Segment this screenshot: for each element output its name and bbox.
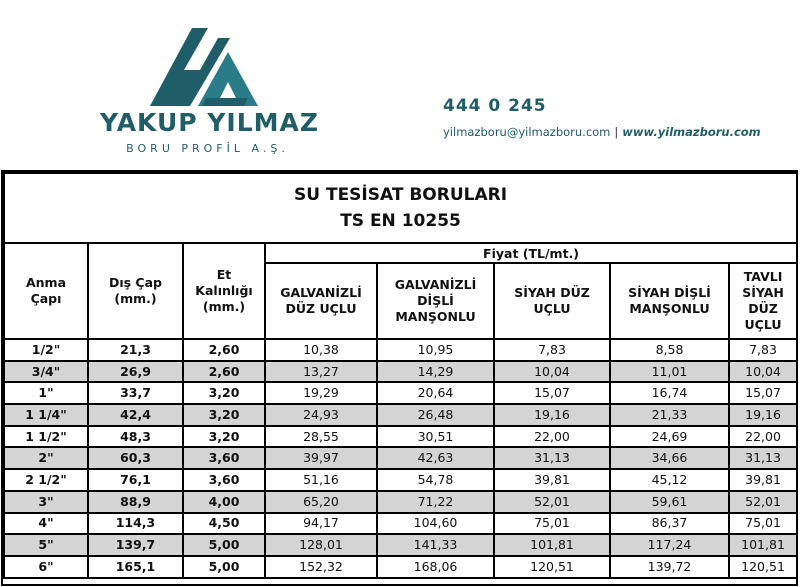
- cell-dis-cap: 48,3: [88, 426, 183, 448]
- cell-et-kalinligi: 4,00: [183, 491, 265, 513]
- table-title-line2: TS EN 10255: [340, 211, 461, 231]
- cell-galvanizli-disli: 54,78: [377, 469, 494, 491]
- cell-siyah-disli: 117,24: [610, 534, 729, 556]
- cell-dis-cap: 21,3: [88, 339, 183, 361]
- cell-et-kalinligi: 3,20: [183, 382, 265, 404]
- cell-siyah-duz: 19,16: [494, 404, 610, 426]
- cell-siyah-disli: 45,12: [610, 469, 729, 491]
- cell-anma-capi: 3": [4, 491, 88, 513]
- cell-galvanizli-duz: 51,16: [265, 469, 377, 491]
- cell-anma-capi: 3/4": [4, 361, 88, 383]
- phone-number: 444 0 245: [443, 96, 547, 116]
- cell-dis-cap: 60,3: [88, 447, 183, 469]
- cell-galvanizli-disli: 30,51: [377, 426, 494, 448]
- cell-siyah-duz: 52,01: [494, 491, 610, 513]
- cell-galvanizli-duz: 94,17: [265, 513, 377, 535]
- cell-galvanizli-duz: 28,55: [265, 426, 377, 448]
- header-siyah-disli: SİYAH DİŞLİ MANŞONLU: [610, 263, 729, 339]
- cell-siyah-duz: 31,13: [494, 447, 610, 469]
- cell-galvanizli-disli: 10,95: [377, 339, 494, 361]
- cell-galvanizli-duz: 24,93: [265, 404, 377, 426]
- cell-siyah-disli: 86,37: [610, 513, 729, 535]
- cell-dis-cap: 26,9: [88, 361, 183, 383]
- cell-anma-capi: 1": [4, 382, 88, 404]
- cell-anma-capi: 4": [4, 513, 88, 535]
- logo-icon: [140, 20, 270, 108]
- header-et-kalinligi: Et Kalınlığı (mm.): [183, 243, 265, 339]
- table-row: [4, 491, 797, 513]
- cell-dis-cap: 139,7: [88, 534, 183, 556]
- cell-et-kalinligi: 3,20: [183, 404, 265, 426]
- cell-galvanizli-duz: 152,32: [265, 556, 377, 578]
- cell-tavli-siyah-duz: 22,00: [729, 426, 797, 448]
- cell-dis-cap: 42,4: [88, 404, 183, 426]
- cell-et-kalinligi: 4,50: [183, 513, 265, 535]
- cell-siyah-duz: 39,81: [494, 469, 610, 491]
- table-row: [4, 404, 797, 426]
- cell-anma-capi: 1 1/2": [4, 426, 88, 448]
- table-row: [4, 513, 797, 535]
- cell-galvanizli-disli: 104,60: [377, 513, 494, 535]
- cell-siyah-disli: 34,66: [610, 447, 729, 469]
- cell-galvanizli-disli: 141,33: [377, 534, 494, 556]
- cell-anma-capi: 1 1/4": [4, 404, 88, 426]
- table-row: [4, 382, 797, 404]
- cell-et-kalinligi: 5,00: [183, 534, 265, 556]
- cell-siyah-duz: 101,81: [494, 534, 610, 556]
- header-tavli-siyah-duz: TAVLI SİYAH DÜZ UÇLU: [729, 263, 797, 339]
- cell-tavli-siyah-duz: 75,01: [729, 513, 797, 535]
- cell-tavli-siyah-duz: 15,07: [729, 382, 797, 404]
- table-row: [4, 339, 797, 361]
- price-table-container: [1, 170, 798, 586]
- cell-siyah-disli: 16,74: [610, 382, 729, 404]
- cell-siyah-disli: 59,61: [610, 491, 729, 513]
- cell-siyah-disli: 21,33: [610, 404, 729, 426]
- cell-siyah-disli: 24,69: [610, 426, 729, 448]
- cell-et-kalinligi: 3,60: [183, 447, 265, 469]
- cell-tavli-siyah-duz: 120,51: [729, 556, 797, 578]
- cell-siyah-duz: 75,01: [494, 513, 610, 535]
- header-anma: Anma Çapı: [4, 243, 88, 339]
- header-galvanizli-disli: GALVANİZLİ DİŞLİ MANŞONLU: [377, 263, 494, 339]
- cell-dis-cap: 76,1: [88, 469, 183, 491]
- brand-subtitle: BORU PROFİL A.Ş.: [126, 142, 289, 155]
- cell-et-kalinligi: 2,60: [183, 361, 265, 383]
- cell-tavli-siyah-duz: 39,81: [729, 469, 797, 491]
- cell-anma-capi: 1/2": [4, 339, 88, 361]
- cell-tavli-siyah-duz: 52,01: [729, 491, 797, 513]
- table-title-line1: SU TESİSAT BORULARI: [294, 185, 508, 205]
- contact-line: [443, 125, 761, 139]
- table-row: [4, 447, 797, 469]
- cell-siyah-duz: 22,00: [494, 426, 610, 448]
- header-siyah-duz: SİYAH DÜZ UÇLU: [494, 263, 610, 339]
- price-table: [3, 172, 798, 579]
- price-rows: [4, 339, 797, 578]
- cell-dis-cap: 88,9: [88, 491, 183, 513]
- cell-siyah-duz: 7,83: [494, 339, 610, 361]
- cell-tavli-siyah-duz: 7,83: [729, 339, 797, 361]
- cell-tavli-siyah-duz: 19,16: [729, 404, 797, 426]
- cell-anma-capi: 6": [4, 556, 88, 578]
- table-row: [4, 534, 797, 556]
- table-row: [4, 469, 797, 491]
- cell-dis-cap: 165,1: [88, 556, 183, 578]
- cell-galvanizli-duz: 10,38: [265, 339, 377, 361]
- cell-siyah-disli: 139,72: [610, 556, 729, 578]
- cell-galvanizli-disli: 14,29: [377, 361, 494, 383]
- cell-tavli-siyah-duz: 101,81: [729, 534, 797, 556]
- header-galvanizli-duz: GALVANİZLİ DÜZ UÇLU: [265, 263, 377, 339]
- cell-siyah-duz: 10,04: [494, 361, 610, 383]
- contact-separator: |: [614, 125, 619, 139]
- header-fiyat: Fiyat (TL/mt.): [265, 243, 797, 263]
- cell-galvanizli-disli: 20,64: [377, 382, 494, 404]
- table-row: [4, 556, 797, 578]
- cell-tavli-siyah-duz: 10,04: [729, 361, 797, 383]
- cell-galvanizli-duz: 39,97: [265, 447, 377, 469]
- email-link[interactable]: yilmazboru@yilmazboru.com: [443, 125, 611, 139]
- cell-anma-capi: 5": [4, 534, 88, 556]
- cell-galvanizli-disli: 42,63: [377, 447, 494, 469]
- cell-galvanizli-disli: 26,48: [377, 404, 494, 426]
- cell-galvanizli-duz: 13,27: [265, 361, 377, 383]
- cell-galvanizli-duz: 19,29: [265, 382, 377, 404]
- cell-galvanizli-duz: 65,20: [265, 491, 377, 513]
- cell-galvanizli-disli: 71,22: [377, 491, 494, 513]
- cell-siyah-duz: 120,51: [494, 556, 610, 578]
- cell-siyah-disli: 11,01: [610, 361, 729, 383]
- table-row: [4, 426, 797, 448]
- header-dis-cap: Dış Çap (mm.): [88, 243, 183, 339]
- brand-name: YAKUP YILMAZ: [100, 108, 320, 137]
- cell-et-kalinligi: 3,60: [183, 469, 265, 491]
- cell-galvanizli-disli: 168,06: [377, 556, 494, 578]
- cell-galvanizli-duz: 128,01: [265, 534, 377, 556]
- cell-dis-cap: 114,3: [88, 513, 183, 535]
- cell-anma-capi: 2": [4, 447, 88, 469]
- cell-et-kalinligi: 5,00: [183, 556, 265, 578]
- cell-et-kalinligi: 2,60: [183, 339, 265, 361]
- cell-et-kalinligi: 3,20: [183, 426, 265, 448]
- header: [0, 0, 800, 170]
- cell-tavli-siyah-duz: 31,13: [729, 447, 797, 469]
- website-link[interactable]: www.yilmazboru.com: [622, 125, 761, 139]
- table-row: [4, 361, 797, 383]
- cell-dis-cap: 33,7: [88, 382, 183, 404]
- cell-siyah-disli: 8,58: [610, 339, 729, 361]
- cell-anma-capi: 2 1/2": [4, 469, 88, 491]
- cell-siyah-duz: 15,07: [494, 382, 610, 404]
- table-title: [4, 173, 797, 243]
